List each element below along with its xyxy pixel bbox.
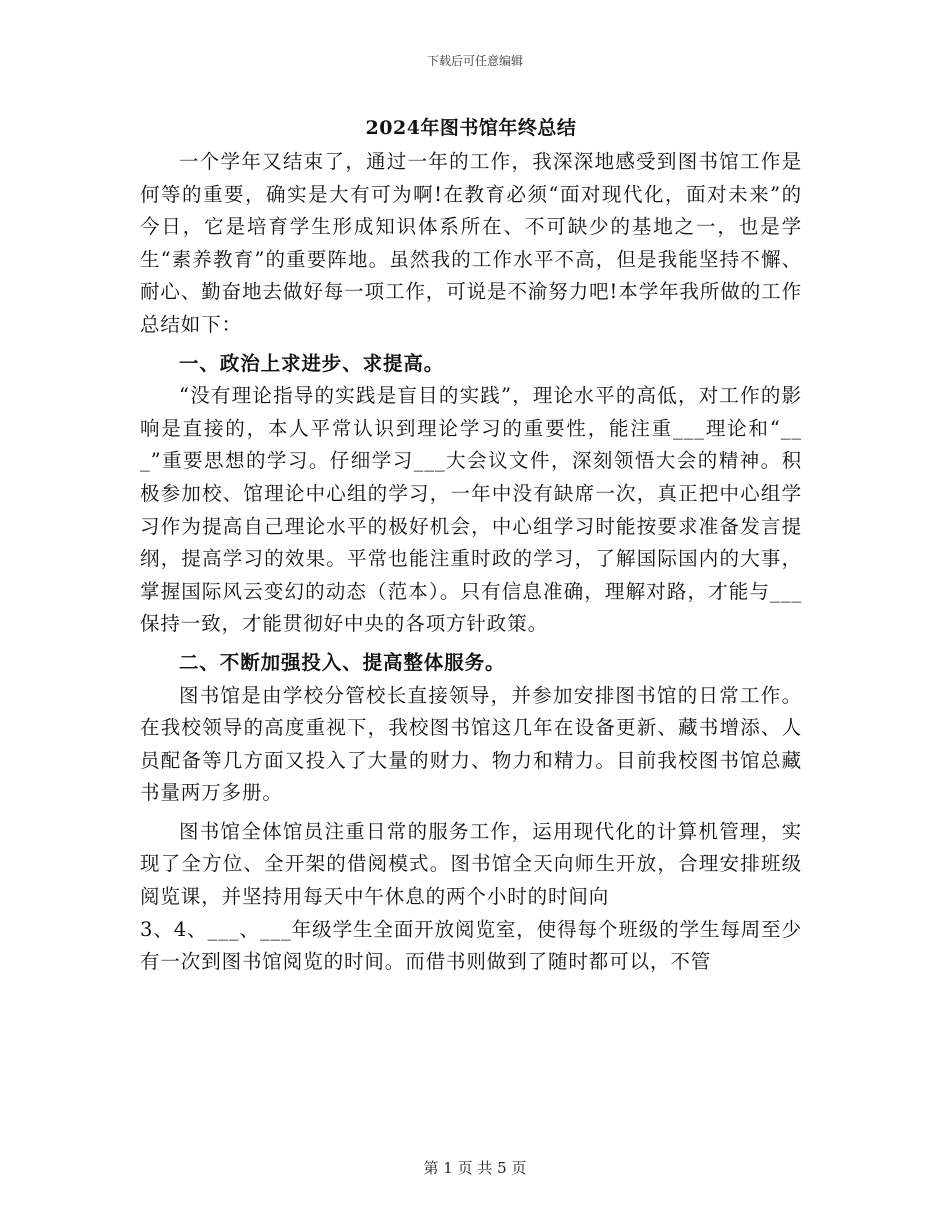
page-footer-pagination: 第 1 页 共 5 页	[423, 1159, 527, 1177]
paragraph-investment: 图书馆是由学校分管校长直接领导，并参加安排图书馆的日常工作。在我校领导的高度重视下，我校图书馆这几年在设备更新、藏书增添、人员配备等几方面又投入了大量的财力、物力和精力。目前我校图书馆总藏书量两万多册。	[140, 683, 802, 805]
page-header-note: 下载后可任意编辑	[426, 54, 523, 68]
section-heading-1: 一、政治上求进步、求提高。	[179, 351, 445, 375]
paragraph-service-continued: 3、4、___、___年级学生全面开放阅览室，使得每个班级的学生每周至少有一次到图书馆阅览的时间。而借书则做到了随时都可以，不管	[140, 917, 802, 974]
section-heading-2: 二、不断加强投入、提高整体服务。	[179, 650, 506, 674]
paragraph-service: 图书馆全体馆员注重日常的服务工作，运用现代化的计算机管理，实现了全方位、全开架的借阅模式。图书馆全天向师生开放，合理安排班级阅览课，并坚持用每天中午休息的两个小时的时间向	[140, 819, 802, 909]
document-title: 2024年图书馆年终总结	[365, 117, 577, 139]
paragraph-politics: “没有理论指导的实践是盲目的实践”，理论水平的高低，对工作的影响是直接的，本人平常认识到理论学习的重要性，能注重___理论和“___”重要思想的学习。仔细学习___大会议文件，深刻领悟大会的精神。积极参加校、馆理论中心组的学习，一年中没有缺席一次，真正把中心组学习作为提高自己理论水平的极好机会，中心组学习时能按要求准备发言提纲，提高学习的效果。平常也能注重时政的学习，了解国际国内的大事，掌握国际风云变幻的动态（范本）。只有信息准确，理解对路，才能与___保持一致，才能贯彻好中央的各项方针政策。	[140, 384, 802, 636]
document-body	[140, 112, 802, 979]
paragraph-intro: 一个学年又结束了，通过一年的工作，我深深地感受到图书馆工作是何等的重要，确实是大有可为啊!在教育必须“面对现代化，面对未来”的今日，它是培育学生形成知识体系所在、不可缺少的基地之一，也是学生“素养教育”的重要阵地。虽然我的工作水平不高，但是我能坚持不懈、耐心、勤奋地去做好每一项工作，可说是不渝努力吧!本学年我所做的工作总结如下：	[140, 150, 802, 336]
